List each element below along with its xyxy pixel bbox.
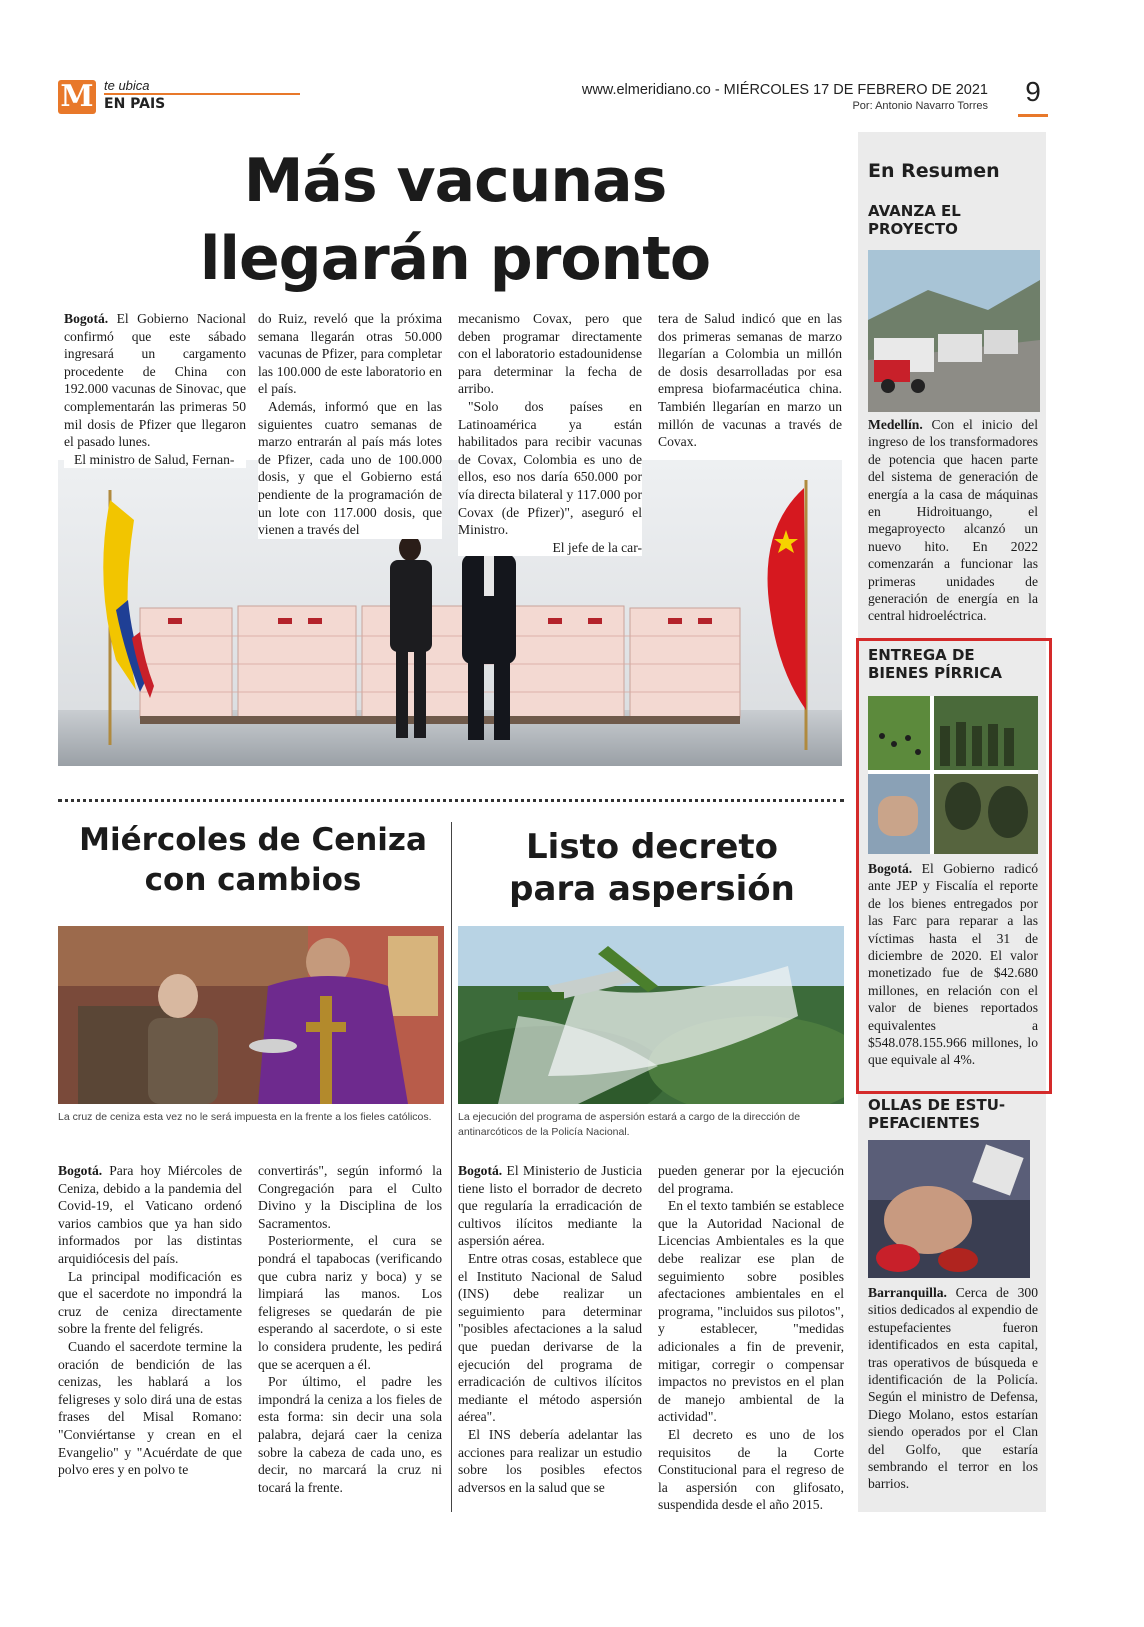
ceniza-col1-para3: Cuando el sacerdote termine la oración de bendición de las cenizas, les hablará a los feligreses y solo dirá una de estas frases del Misal Romano: "Conviértanse y crean en el Evangelio" y "Acuérdate de que polvo eres y en polvo te: [58, 1338, 242, 1478]
main-col4-para1: tera de Salud indicó que en las dos primeras semanas de marzo llegarían a Colombia un millón de dosis desarrolladas por esa empresa biofarmacéutica china. También llegarían en marzo un millón de vacunas a través de Covax.: [658, 311, 842, 450]
aspersion-col-2: [658, 1162, 844, 1514]
aspersion-col2-para3: El decreto es uno de los requisitos de la Corte Constitucional para el regreso de la aspersión con glifosato, suspendida desde el año 2015.: [658, 1426, 844, 1513]
aspersion-headline-line1: Listo decreto: [526, 827, 778, 867]
ceniza-col-1: [58, 1162, 242, 1479]
transformer-trucks-illustration: [868, 250, 1040, 412]
aspersion-col1-para2: Entre otras cosas, establece que el Instituto Nacional de Salud (INS) debe realizar un seguimiento para determinar "posibles afectaciones a la salud que puedan derivarse de la ejecución del programa de erradicación de cultivos ilícitos mediante el método aspersión aérea".: [458, 1250, 642, 1425]
main-col3-para3: El jefe de la car-: [552, 539, 642, 555]
section-name: EN PAIS: [104, 96, 166, 112]
sidebar-item-2-heading-line2: BIENES PÍRRICA: [868, 664, 1002, 682]
sidebar-item-1-text: Medellín. Con el inicio del ingreso de los transformadores de potencia que hacen parte del sistema de generación de energía a la casa de máquinas en Hidroituango, el megaproyecto alcanzó un nuevo hito. En 2022 comenzarán a funcionar las primeras unidades de generación de energía en la central hidroeléctrica.: [868, 417, 1038, 624]
main-col1-para1: Bogotá. El Gobierno Nacional confirmó que este sábado ingresará un cargamento procedente de China con 192.000 vacunas de Sinovac, que complementarán las primeras 50 mil dosis de Pfizer que llegaron el pasado lunes.: [64, 311, 246, 450]
column-divider: [451, 822, 452, 1512]
aspersion-col-1: [458, 1162, 642, 1496]
ceniza-caption: La cruz de ceniza esta vez no le será impuesta en la frente a los fieles católicos.: [58, 1111, 432, 1123]
site-date: www.elmeridiano.co - MIÉRCOLES 17 DE FEBRERO DE 2021: [581, 82, 988, 98]
main-story-col-1: [64, 310, 246, 468]
ceniza-col2-para3: Por último, el padre les impondrá la ceniza a los fieles de esta forma: sin decir una sola palabra, dejará caer la ceniza sobre la cabeza de cada uno, es decir, no marcará la cruz ni tocará la frente.: [258, 1374, 442, 1495]
main-headline-line2: llegarán pronto: [199, 224, 711, 294]
farc-assets-collage-illustration: [868, 696, 1038, 854]
masthead: [58, 76, 1048, 126]
aspersion-col2-para2: En el texto también se establece que la Autoridad Nacional de Licencias Ambientales es la que debe realizar ese plan de seguimiento sobre posibles afectaciones ambientales en el programa, "incluidos sus pilotos", y establecer, "medidas adicionales a fin de prevenir, mitigar, corregir o compensar impactos no previstos en el plan de manejo ambiental de la actividad".: [658, 1198, 844, 1425]
main-col2-para1: do Ruiz, reveló que la próxima semana llegarán otras 50.000 vacunas de Pfizer, para completar las 100.000 de este laboratorio en el país.: [258, 311, 442, 397]
sidebar-item-1-heading-line1: AVANZA EL: [868, 202, 961, 220]
section-rule: [104, 93, 300, 95]
main-col1-para2: El ministro de Salud, Fernan-: [74, 451, 235, 467]
ceniza-col2-para1: convertirás", según informó la Congregación para el Culto Divino y la Disciplina de los Sacramentos.: [258, 1163, 442, 1231]
drug-seizure-illustration: [868, 1140, 1030, 1278]
ash-wednesday-illustration: [58, 926, 444, 1104]
aspersion-col1-para3: El INS debería adelantar las acciones para realizar un estudio sobre los posibles efectos adversos en la salud que se: [458, 1426, 642, 1495]
page-number-rule: [1018, 114, 1048, 117]
main-col3-para2: "Solo dos países en Latinoamérica ya están habilitados para recibir vacunas de Covax, Colombia es uno de ellos, eso nos daría 650.000 por vía directa bilateral y 117.000 por Covax (de Pfizer)", aseguró el Ministro.: [458, 398, 642, 538]
sidebar-title: En Resumen: [868, 160, 1000, 182]
main-story-col-4: [658, 310, 842, 451]
sidebar-item-2-photo: [868, 696, 1038, 854]
vaccine-arrival-illustration: [58, 460, 842, 766]
author-byline: Por: Antonio Navarro Torres: [852, 100, 988, 112]
sidebar-item-2-text: Bogotá. El Gobierno radicó ante JEP y Fiscalía el reporte de los bienes entregados por las Farc para reparar a las víctimas hasta el 31 de diciembre de 2020. El valor monetizado fue de $42.680 millones, en relación con el valor de bienes reportados equivalentes a $548.078.155.966 millones, lo que equivale al 4%.: [868, 861, 1038, 1068]
sidebar-item-3-heading: [868, 1096, 1038, 1132]
main-col2-para2: Además, informó que en las siguientes cuatro semanas de marzo entrarán al país más lotes de Pfizer, cada uno de 100.000 dosis, y que el Gobierno está pendiente de la programación de un lote con 117.000 dosis, que vienen a través del: [258, 398, 442, 538]
ceniza-headline-line1: Miércoles de Ceniza: [79, 822, 427, 858]
main-headline-line1: Más vacunas: [243, 146, 667, 216]
aspersion-headline: [458, 826, 846, 910]
ceniza-headline: [58, 820, 448, 900]
ceniza-col2-para2: Posteriormente, el cura se pondrá el tapabocas (verificando que cubra nariz y boca) y se limpiará las manos. Los feligreses se quedarán de pie esperando al sacerdote, o si este lo considera prudente, les pedirá que se acerquen a él.: [258, 1233, 442, 1372]
sidebar-item-2-heading: [868, 646, 1038, 682]
aspersion-photo: [458, 926, 844, 1104]
main-story-col-2: [258, 310, 442, 539]
ceniza-col1-para2: La principal modificación es que el sacerdote no impondrá la cruz de ceniza directamente sobre la frente del feligrés.: [58, 1268, 242, 1337]
ceniza-col-2: [258, 1162, 442, 1496]
aspersion-col1-para1: Bogotá. El Ministerio de Justicia tiene listo el borrador de decreto que regularía la erradicación de cultivos ilícitos mediante la aspersión aérea.: [458, 1163, 642, 1249]
page-number: 9: [1025, 76, 1041, 107]
main-col3-para1: mecanismo Covax, pero que deben programar directamente con el laboratorio estadounidense para determinar la fecha de arribo.: [458, 311, 642, 397]
aspersion-headline-line2: para aspersión: [509, 869, 795, 909]
sidebar-item-1-heading-line2: PROYECTO: [868, 220, 958, 238]
ceniza-photo: [58, 926, 444, 1104]
vaccine-arrival-photo: [58, 460, 842, 766]
main-story-col-3: [458, 310, 642, 556]
ceniza-headline-line2: con cambios: [144, 862, 362, 898]
section-kicker: te ubica: [104, 78, 150, 93]
ceniza-col1-para1: Bogotá. Para hoy Miércoles de Ceniza, debido a la pandemia del Covid-19, el Vaticano ordenó varios cambios que ya han sido informados por las distintas arquidiócesis del país.: [58, 1163, 242, 1266]
logo: M: [58, 80, 96, 114]
sidebar-item-3-text: Barranquilla. Cerca de 300 sitios dedicados al expendio de estupefacientes fueron identificados en esta capital, tras operativos de búsqueda e identificación de la Policía. Según el ministro de Defensa, Diego Molano, estos estarían siendo operados por el Clan del Golfo, que estaría sembrando el terror en los barrios.: [868, 1285, 1038, 1492]
sidebar-item-3-heading-line1: OLLAS DE ESTU-: [868, 1096, 1006, 1114]
sidebar-item-3-photo: [868, 1140, 1030, 1278]
aspersion-col2-para1: pueden generar por la ejecución del programa.: [658, 1163, 844, 1196]
aspersion-caption: La ejecución del programa de aspersión estará a cargo de la dirección de antinarcóticos de la Policía Nacional.: [458, 1111, 801, 1138]
main-headline: [130, 142, 780, 298]
sidebar-item-3-heading-line2: PEFACIENTES: [868, 1114, 981, 1132]
sidebar-item-2-heading-line1: ENTREGA DE: [868, 646, 975, 664]
section-divider: [58, 799, 844, 802]
sidebar-item-1-heading: [868, 202, 1038, 238]
sidebar-item-1-photo: [868, 250, 1040, 412]
spraying-plane-illustration: [458, 926, 844, 1104]
